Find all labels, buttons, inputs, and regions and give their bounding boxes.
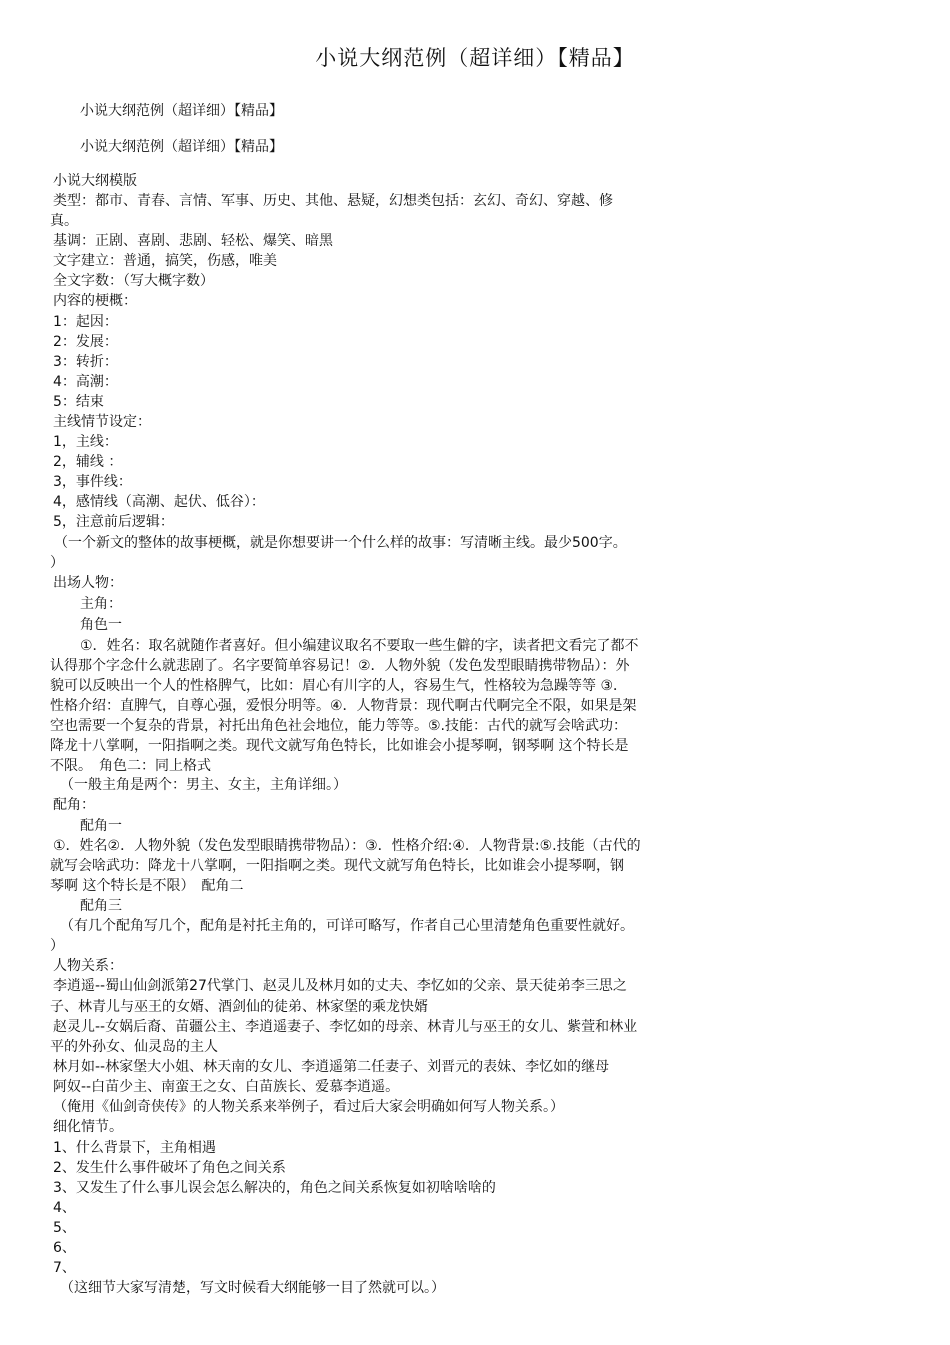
- body-line: 琴啊 这个特长是不限） 配角二: [50, 878, 244, 894]
- list-item: 1：起因：: [53, 314, 118, 330]
- section-heading: 小说大纲模版: [53, 173, 137, 189]
- subheading: 角色一: [80, 617, 122, 633]
- body-line: 真。: [50, 213, 78, 229]
- note-line: （一般主角是两个：男主、女主，主角详细。）: [60, 777, 347, 793]
- note-line: ）: [50, 555, 64, 571]
- list-item: 5、: [53, 1220, 76, 1236]
- list-item: 2，辅线 ：: [53, 454, 123, 470]
- list-item: 6、: [53, 1240, 76, 1256]
- body-line: 李逍遥--蜀山仙剑派第27代掌门、赵灵儿及林月如的丈夫、李忆如的父亲、景天徒弟李三思之: [53, 978, 627, 994]
- body-line: 全文字数：（写大概字数）: [53, 273, 214, 289]
- section-heading: 细化情节。: [53, 1119, 123, 1135]
- section-heading: 人物关系：: [53, 958, 123, 974]
- note-line: （一个新文的整体的故事梗概，就是你想要讲一个什么样的故事：写清晰主线。最少500字。: [54, 535, 627, 551]
- list-item: 7、: [53, 1260, 76, 1276]
- list-item: 2：发展：: [53, 334, 118, 350]
- body-line: 林月如--林家堡大小姐、林天南的女儿、李逍遥第二任妻子、刘晋元的表妹、李忆如的继母: [53, 1059, 610, 1075]
- note-line: ）: [50, 938, 64, 954]
- note-line: （这细节大家写清楚，写文时候看大纲能够一目了然就可以。）: [60, 1280, 445, 1296]
- body-line: 就写会啥武功：降龙十八掌啊，一阳指啊之类。现代文就写角色特长，比如谁会小提琴啊，钢: [50, 858, 624, 874]
- body-line: 赵灵儿--女娲后裔、苗疆公主、李逍遥妻子、李忆如的母亲、林青儿与巫王的女儿、紫萱和林业: [53, 1019, 638, 1035]
- body-line: ①．姓名：取名就随作者喜好。但小编建议取名不要取一些生僻的字，读者把文看完了都不: [80, 638, 639, 654]
- document-subtitle: 小说大纲范例（超详细）【精品】: [80, 103, 283, 119]
- list-item: 4，感情线（高潮、起伏、低谷）：: [53, 494, 265, 510]
- subheading: 配角一: [80, 818, 122, 834]
- body-line: 类型：都市、青春、言情、军事、历史、其他、悬疑，幻想类包括：玄幻、奇幻、穿越、修: [53, 193, 613, 209]
- list-item: 4：高潮：: [53, 374, 118, 390]
- body-line: 不限。 角色二：同上格式: [50, 758, 211, 774]
- list-item: 3、又发生了什么事儿误会怎么解决的，角色之间关系恢复如初啥啥啥的: [53, 1180, 496, 1196]
- list-item: 2、发生什么事件破坏了角色之间关系: [53, 1160, 286, 1176]
- list-item: 1、什么背景下，主角相遇: [53, 1140, 216, 1156]
- note-line: （俺用《仙剑奇侠传》的人物关系来举例子，看过后大家会明确如何写人物关系。）: [53, 1099, 564, 1115]
- body-line: 平的外孙女、仙灵岛的主人: [50, 1039, 218, 1055]
- document-subtitle: 小说大纲范例（超详细）【精品】: [80, 139, 283, 155]
- body-line: 基调：正剧、喜剧、悲剧、轻松、爆笑、暗黑: [53, 233, 333, 249]
- body-line: 阿奴--白苗少主、南蛮王之女、白苗族长、爱慕李逍遥。: [53, 1079, 400, 1095]
- list-item: 4、: [53, 1200, 76, 1216]
- body-line: 性格介绍：直脾气，自尊心强，爱恨分明等。④．人物背景：现代啊古代啊完全不限，如果是架: [50, 698, 637, 714]
- body-line: ①．姓名②．人物外貌（发色发型眼睛携带物品）：③．性格介绍:④．人物背景:⑤.技能（古代的: [53, 838, 641, 854]
- section-heading: 内容的梗概：: [53, 293, 137, 309]
- list-item: 3，事件线：: [53, 474, 132, 490]
- body-line: 认得那个字念什么就悲剧了。名字要简单容易记！②．人物外貌（发色发型眼睛携带物品）：外: [50, 658, 630, 674]
- section-heading: 主线情节设定：: [53, 414, 151, 430]
- body-line: 空也需要一个复杂的背景，衬托出角色社会地位，能力等等。⑤.技能：古代的就写会啥武功：: [50, 718, 627, 734]
- list-item: 5，注意前后逻辑：: [53, 514, 174, 530]
- body-line: 降龙十八掌啊，一阳指啊之类。现代文就写角色特长，比如谁会小提琴啊，钢琴啊 这个特长是: [50, 738, 629, 754]
- subheading: 主角：: [80, 596, 122, 612]
- document-title: 小说大纲范例（超详细）【精品】: [315, 46, 635, 70]
- body-line: 貌可以反映出一个人的性格脾气，比如：眉心有川字的人，容易生气，性格较为急躁等等 ③．: [50, 678, 627, 694]
- section-heading: 出场人物：: [53, 575, 123, 591]
- list-item: 5：结束: [53, 394, 104, 410]
- note-line: （有几个配角写几个，配角是衬托主角的，可详可略写，作者自己心里清楚角色重要性就好。: [60, 918, 634, 934]
- body-line: 子、林青儿与巫王的女婿、酒剑仙的徒弟、林家堡的乘龙快婿: [50, 999, 428, 1015]
- subheading: 配角三: [80, 898, 122, 914]
- body-line: 文字建立：普通，搞笑，伤感，唯美: [53, 253, 277, 269]
- list-item: 3：转折：: [53, 354, 118, 370]
- section-heading: 配角：: [53, 797, 95, 813]
- list-item: 1，主线：: [53, 434, 118, 450]
